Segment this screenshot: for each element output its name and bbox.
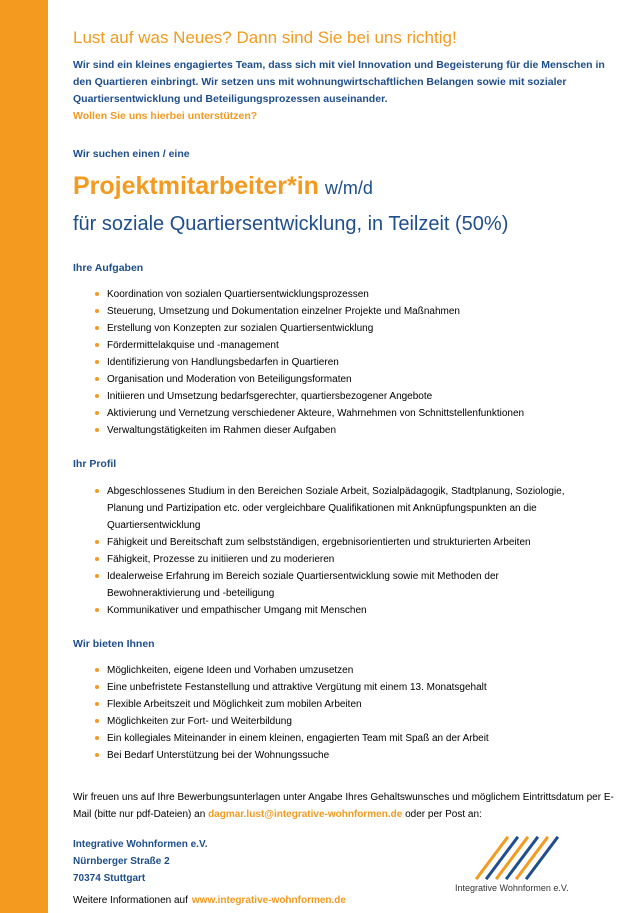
headline: Lust auf was Neues? Dann sind Sie bei uns richtig! xyxy=(73,28,457,47)
job-subtitle: für soziale Quartiersentwicklung, in Teilzeit (50%) xyxy=(73,213,509,235)
list-item: Abgeschlossenes Studium in den Bereichen Soziale Arbeit, Sozialpädagogik, Stadtplanung, Soziologie, Planung und Partizipation etc. oder vergleichbare Qualifikationen mit Anknüpfungspunkten an die Quartiersentwicklung xyxy=(95,483,595,534)
section-title-profil: Ihr Profil xyxy=(73,458,117,470)
list-item: Fähigkeit, Prozesse zu initiieren und zu moderieren xyxy=(95,551,595,568)
intro-text: Wir sind ein kleines engagiertes Team, dass sich mit viel Innovation und Begeisterung für die Menschen in den Quartieren einbringt. Wir setzen uns mit wohnungwirtschaftlichen Belangen sowie mit sozialer Quartiersentwicklung und Beteiligungsprozessen auseinander. xyxy=(73,59,605,105)
tasks-list xyxy=(95,286,595,439)
list-item: Steuerung, Umsetzung und Dokumentation einzelner Projekte und Maßnahmen xyxy=(95,303,595,320)
address-street: Nürnberger Straße 2 xyxy=(73,856,170,867)
offer-list xyxy=(95,662,595,764)
job-title xyxy=(73,172,373,201)
intro-question: Wollen Sie uns hierbei unterstützen? xyxy=(73,110,258,122)
list-item: Koordination von sozialen Quartiersentwicklungsprozessen xyxy=(95,286,595,303)
address-block xyxy=(73,836,207,887)
side-stripe xyxy=(0,0,48,913)
list-item: Kommunikativer und empathischer Umgang mit Menschen xyxy=(95,602,595,619)
list-item: Flexible Arbeitszeit und Möglichkeit zum mobilen Arbeiten xyxy=(95,696,595,713)
list-item: Organisation und Moderation von Beteiligungsformaten xyxy=(95,371,595,388)
logo-text: Integrative Wohnformen e.V. xyxy=(455,883,569,893)
section-title-aufgaben: Ihre Aufgaben xyxy=(73,262,144,274)
list-item: Idealerweise Erfahrung im Bereich soziale Quartiersentwicklung sowie mit Methoden der Bewohneraktivierung und -beteiligung xyxy=(95,568,595,602)
job-title-gender: w/m/d xyxy=(324,178,373,198)
address-org: Integrative Wohnformen e.V. xyxy=(73,839,208,850)
email-link[interactable]: dagmar.lust@integrative-wohnformen.de xyxy=(208,809,403,820)
list-item: Identifizierung von Handlungsbedarfen in Quartieren xyxy=(95,354,595,371)
list-item: Ein kollegiales Miteinander in einem kleinen, engagierten Team mit Spaß an der Arbeit xyxy=(95,730,595,747)
further-info xyxy=(73,895,346,906)
further-label: Weitere Informationen auf xyxy=(73,895,188,906)
list-item: Fördermittelakquise und -management xyxy=(95,337,595,354)
list-item: Verwaltungstätigkeiten im Rahmen dieser Aufgaben xyxy=(95,422,595,439)
job-title-main: Projektmitarbeiter*in xyxy=(73,172,319,200)
seeking-label: Wir suchen einen / eine xyxy=(73,148,190,160)
list-item: Möglichkeiten, eigene Ideen und Vorhaben umzusetzen xyxy=(95,662,595,679)
closing-text-after: oder per Post an: xyxy=(405,809,482,820)
list-item: Initiieren und Umsetzung bedarfsgerechter, quartiersbezogener Angebote xyxy=(95,388,595,405)
list-item: Aktivierung und Vernetzung verschiedener Akteure, Wahrnehmen von Schnittstellenfunktionen xyxy=(95,405,595,422)
section-title-bieten: Wir bieten Ihnen xyxy=(73,638,155,650)
address-city: 70374 Stuttgart xyxy=(73,873,146,884)
intro-paragraph xyxy=(73,57,623,125)
list-item: Bei Bedarf Unterstützung bei der Wohnungssuche xyxy=(95,747,595,764)
logo xyxy=(455,834,585,894)
list-item: Eine unbefristete Festanstellung und attraktive Vergütung mit einem 13. Monatsgehalt xyxy=(95,679,595,696)
list-item: Fähigkeit und Bereitschaft zum selbstständigen, ergebnisorientierten und strukturierten Arbeiten xyxy=(95,534,595,551)
profile-list xyxy=(95,483,595,619)
list-item: Möglichkeiten zur Fort- und Weiterbildung xyxy=(95,713,595,730)
closing-paragraph xyxy=(73,789,623,823)
closing-text: Wir freuen uns auf Ihre Bewerbungsunterlagen unter Angabe Ihres Gehaltswunsches und möglichem Eintrittsdatum per E-Mail (bitte nur pdf-Dateien) an xyxy=(73,792,614,820)
website-link[interactable]: www.integrative-wohnformen.de xyxy=(191,895,346,906)
list-item: Erstellung von Konzepten zur sozialen Quartiersentwicklung xyxy=(95,320,595,337)
logo-stripes-icon xyxy=(473,834,563,880)
